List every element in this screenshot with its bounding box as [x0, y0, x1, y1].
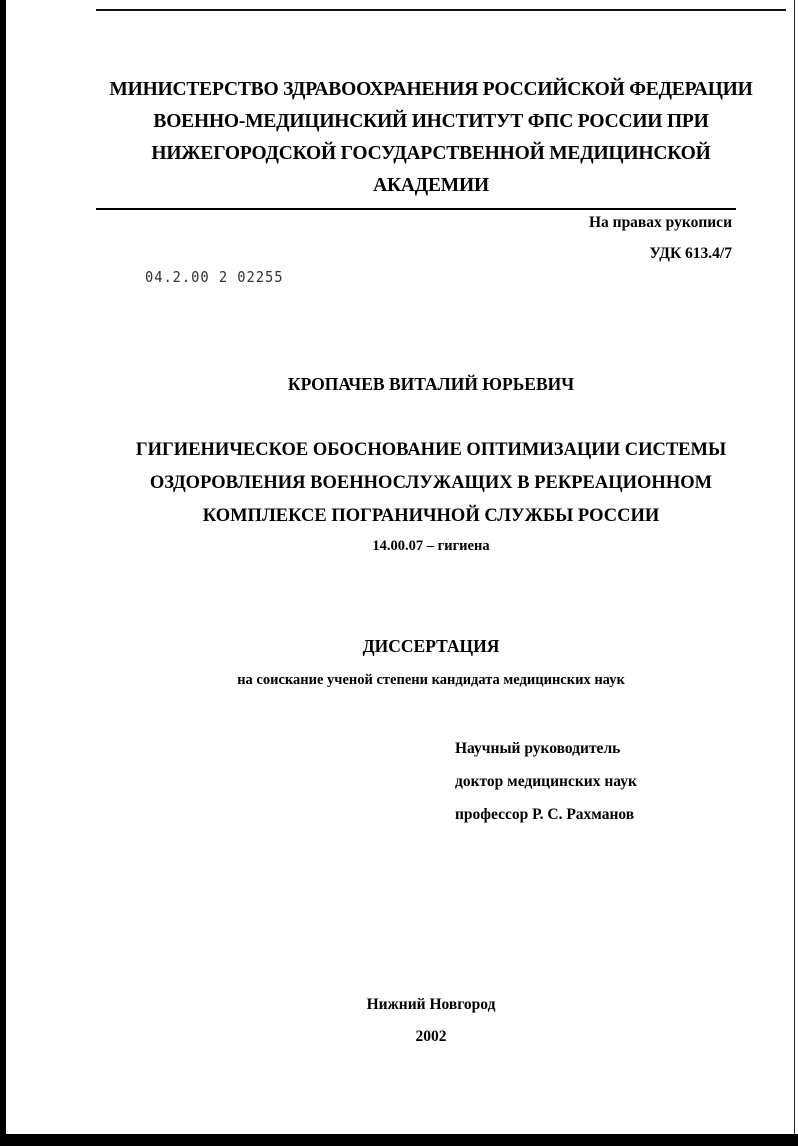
scan-edge-right [792, 0, 798, 1146]
scan-edge-left [0, 0, 6, 1146]
ministry-line: АКАДЕМИИ [373, 175, 489, 196]
supervisor-line: доктор медицинских наук [455, 773, 637, 790]
dissertation-title [96, 434, 766, 533]
scan-edge-bottom [0, 1134, 798, 1146]
ministry-line: МИНИСТЕРСТВО ЗДРАВООХРАНЕНИЯ РОССИЙСКОЙ ФЕДЕРАЦИИ [109, 79, 753, 100]
title-line: ОЗДОРОВЛЕНИЯ ВОЕННОСЛУЖАЩИХ В РЕКРЕАЦИОННОМ [149, 473, 713, 493]
author-name: КРОПАЧЕВ ВИТАЛИЙ ЮРЬЕВИЧ [287, 374, 575, 394]
title-line: ГИГИЕНИЧЕСКОЕ ОБОСНОВАНИЕ ОПТИМИЗАЦИИ СИСТЕМЫ [135, 440, 727, 460]
degree-line: на соискание ученой степени кандидата медицинских наук [237, 672, 625, 688]
ministry-line: ВОЕННО-МЕДИЦИНСКИЙ ИНСТИТУТ ФПС РОССИИ ПРИ [153, 111, 709, 132]
manuscript-rights: На правах рукописи [588, 214, 732, 231]
ministry-header [96, 74, 766, 202]
registration-stamp: 04.2.00 2 02255 [145, 268, 284, 286]
supervisor-block [455, 732, 637, 831]
year: 2002 [415, 1028, 447, 1045]
supervisor-line: Научный руководитель [455, 740, 621, 757]
ministry-line: НИЖЕГОРОДСКОЙ ГОСУДАРСТВЕННОЙ МЕДИЦИНСКОЙ [151, 143, 711, 164]
dissertation-label: ДИССЕРТАЦИЯ [362, 636, 500, 656]
supervisor-line: профессор Р. С. Рахманов [455, 806, 635, 823]
city: Нижний Новгород [366, 996, 496, 1013]
scan-edge-top [96, 9, 786, 11]
title-line: КОМПЛЕКСЕ ПОГРАНИЧНОЙ СЛУЖБЫ РОССИИ [202, 506, 660, 526]
specialty-code: 14.00.07 – гигиена [372, 538, 490, 554]
header-divider [96, 208, 736, 210]
udc-code: УДК 613.4/7 [649, 245, 732, 262]
